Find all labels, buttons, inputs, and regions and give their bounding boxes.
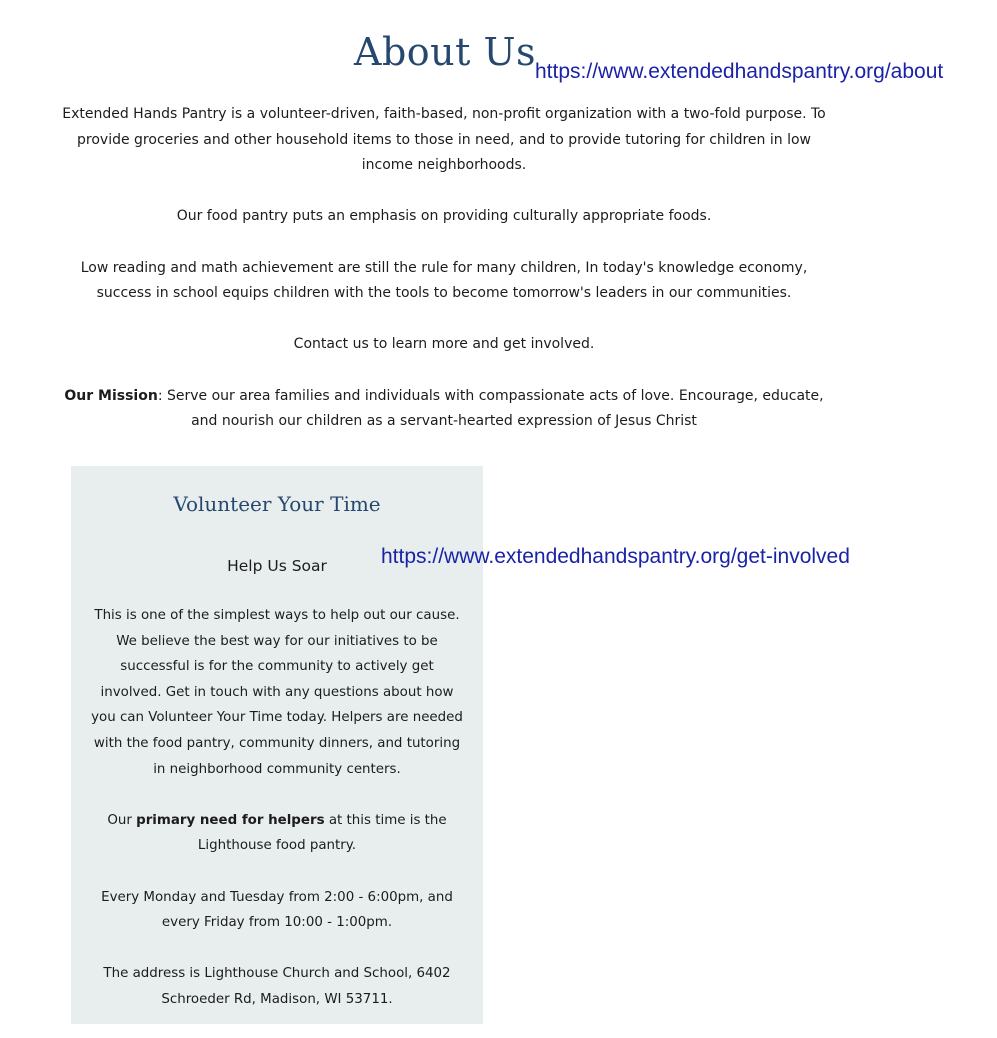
about-section (60, 102, 828, 460)
volunteer-address: The address is Lighthouse Church and School, 6402 Schroeder Rd, Madison, WI 53711. (103, 966, 451, 1007)
mission-label: Our Mission (64, 387, 158, 404)
volunteer-intro: This is one of the simplest ways to help out our cause. We believe the best way for our initiatives to be successful is for the community to actively get involved. Get in touch with any questions about how you can Volunteer Your Time today. Helpers are needed with the food pantry, community dinners, and tutoring in neighborhood community centers. (91, 608, 463, 777)
mission-text: : Serve our area families and individuals with compassionate acts of love. Encourage, educate, and nourish our children as a servant-hearted expression of Jesus Christ (157, 387, 824, 430)
about-url-label: https://www.extendedhandspantry.org/about (535, 60, 944, 83)
need-bold: primary need for helpers (136, 812, 325, 828)
about-paragraph-food: Our food pantry puts an emphasis on providing culturally appropriate foods. (176, 208, 712, 225)
volunteer-subtitle: Help Us Soar (227, 557, 327, 575)
need-prefix: Our (107, 812, 137, 828)
volunteer-schedule: Every Monday and Tuesday from 2:00 - 6:00pm, and every Friday from 10:00 - 1:00pm. (101, 889, 453, 931)
page-title: About Us (354, 30, 536, 74)
need-suffix: at this time is the Lighthouse food pantry. (197, 812, 447, 854)
volunteer-body (91, 603, 463, 1038)
about-paragraph-education: Low reading and math achievement are still the rule for many children, In today's knowledge economy, success in school equips children with the tools to become tomorrow's leaders in our communities. (80, 259, 808, 302)
volunteer-primary-need (91, 808, 463, 859)
get-involved-url-label: https://www.extendedhandspantry.org/get-involved (381, 545, 850, 568)
mission-statement (60, 384, 828, 435)
about-paragraph-purpose: Extended Hands Pantry is a volunteer-driven, faith-based, non-profit organization with a two-fold purpose. To provide groceries and other household items to those in need, and to provide tutoring for children in low income neighborhoods. (62, 106, 826, 174)
volunteer-title: Volunteer Your Time (173, 492, 381, 516)
about-paragraph-contact: Contact us to learn more and get involved. (293, 336, 595, 353)
